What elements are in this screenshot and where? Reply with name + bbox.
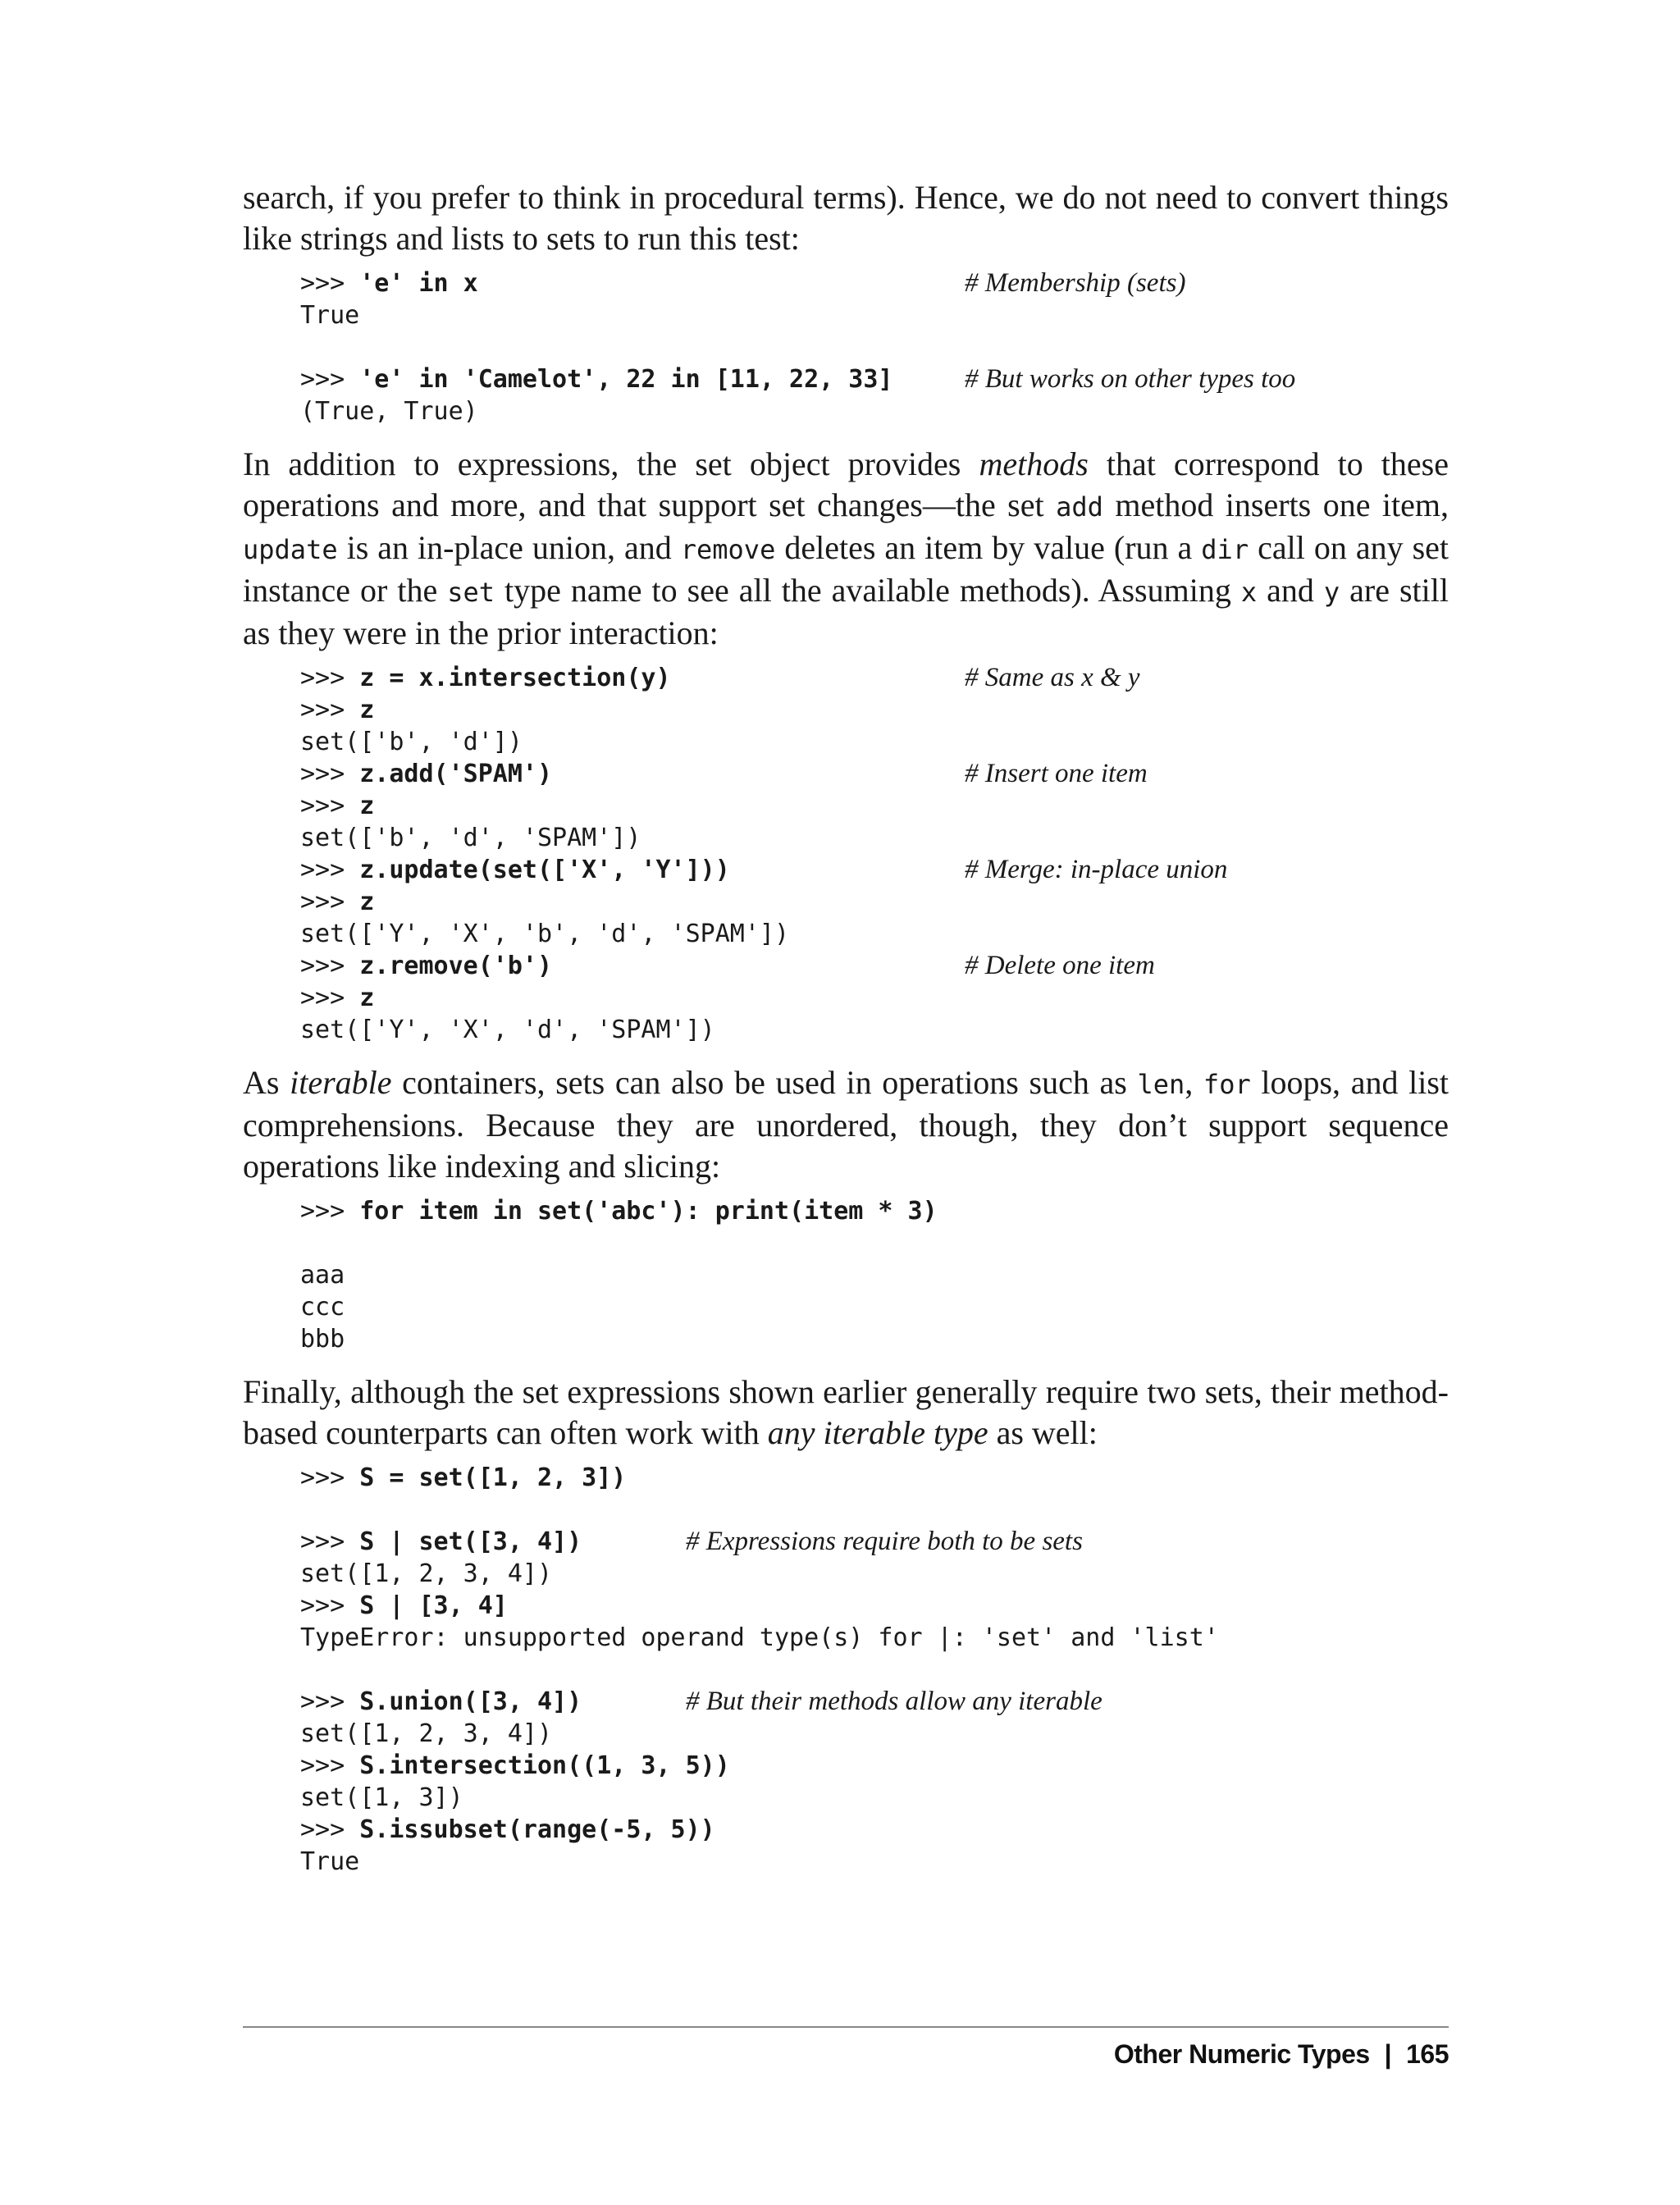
code4-line-8 — [300, 1686, 1449, 1718]
command: 'e' in 'Camelot', 22 in [11, 22, 33] — [359, 365, 893, 394]
command: z = x.intersection(y) — [359, 664, 671, 692]
code2-line-1 — [300, 662, 1449, 694]
p1-text: search, if you prefer to think in procedural terms). Hence, we do not need to convert things like strings and lists to sets to run this test: — [243, 179, 1449, 257]
code2-line-3 — [300, 726, 1449, 758]
output: set(['b', 'd', 'SPAM']) — [300, 824, 641, 852]
p2-inline-code: set — [447, 577, 495, 608]
output: set([1, 2, 3, 4]) — [300, 1559, 553, 1588]
prompt: >>> — [300, 1591, 360, 1620]
output: ccc — [300, 1293, 345, 1322]
code2-line-6 — [300, 822, 1449, 854]
code4-line-3 — [300, 1526, 1449, 1558]
p2-text: type name to see all the available methods). Assuming — [495, 572, 1241, 609]
prompt: >>> — [300, 1815, 360, 1844]
prompt: >>> — [300, 984, 360, 1012]
command: z — [359, 984, 375, 1012]
prompt: >>> — [300, 365, 360, 394]
comment: # Delete one item — [965, 951, 1155, 980]
prompt: >>> — [300, 269, 360, 298]
code2-line-7 — [300, 854, 1449, 886]
p4-text: as well: — [988, 1414, 1098, 1451]
code1-line-2 — [300, 299, 1449, 331]
comment: # Expressions require both to be sets — [686, 1527, 1083, 1556]
command: z.update(set(['X', 'Y'])) — [359, 856, 730, 884]
code4-line-12 — [300, 1814, 1449, 1846]
paragraph-1 — [243, 177, 1449, 259]
p2-inline-code: update — [243, 534, 338, 565]
code1-line-5 — [300, 395, 1449, 427]
output: True — [300, 1847, 360, 1876]
code2-line-12 — [300, 1014, 1449, 1046]
paragraph-4 — [243, 1372, 1449, 1454]
code4-line-11 — [300, 1782, 1449, 1814]
code3-blank-line — [300, 1227, 1449, 1259]
code1-blank-line — [300, 331, 1449, 363]
comment: # But their methods allow any iterable — [686, 1687, 1102, 1716]
p2-text: is an in-place union, and — [337, 529, 681, 566]
page-number: 165 — [1406, 2039, 1449, 2069]
p2-inline-code: y — [1323, 577, 1340, 608]
command: S.intersection((1, 3, 5)) — [359, 1751, 730, 1780]
command: S.union([3, 4]) — [359, 1687, 582, 1716]
output: set([1, 3]) — [300, 1783, 463, 1812]
command: z.remove('b') — [359, 952, 553, 980]
code4-line-10 — [300, 1750, 1449, 1782]
command: z.add('SPAM') — [359, 760, 553, 788]
p2-inline-code: x — [1240, 577, 1258, 608]
code-block-3 — [300, 1195, 1449, 1355]
code1-line-1 — [300, 267, 1449, 299]
command: z — [359, 888, 375, 916]
code4-blank-line — [300, 1654, 1449, 1686]
code2-line-10 — [300, 950, 1449, 982]
p2-text: method inserts one item, — [1102, 486, 1449, 523]
prompt: >>> — [300, 856, 360, 884]
footer-separator: | — [1384, 2039, 1392, 2069]
comment: # Insert one item — [965, 759, 1148, 788]
p3-text: containers, sets can also be used in operations such as — [391, 1064, 1138, 1101]
command: z — [359, 792, 375, 820]
comment: # Same as x & y — [965, 663, 1140, 692]
code4-line-6 — [300, 1622, 1449, 1654]
p2-text: are still as they were in the prior interaction: — [243, 572, 1449, 651]
p2-text: call on any set instance or the — [243, 529, 1449, 609]
p2-text: and — [1257, 572, 1324, 609]
prompt: >>> — [300, 1197, 360, 1226]
output: (True, True) — [300, 397, 478, 426]
code2-line-5 — [300, 790, 1449, 822]
command: S | set([3, 4]) — [359, 1527, 582, 1556]
comment: # Membership (sets) — [965, 268, 1186, 298]
p3-inline-code: for — [1203, 1069, 1251, 1100]
code4-line-13 — [300, 1846, 1449, 1878]
p3-inline-code: len — [1137, 1069, 1185, 1100]
code4-line-9 — [300, 1718, 1449, 1750]
code-block-2 — [300, 662, 1449, 1046]
command: S.issubset(range(-5, 5)) — [359, 1815, 715, 1844]
comment: # But works on other types too — [965, 364, 1296, 394]
code2-line-9 — [300, 918, 1449, 950]
prompt: >>> — [300, 1687, 360, 1716]
prompt: >>> — [300, 760, 360, 788]
p3-text: loops, and list comprehensions. Because they are unordered, though, they don’t support sequence operations like indexing and slicing: — [243, 1064, 1449, 1185]
prompt: >>> — [300, 952, 360, 980]
code4-line-1 — [300, 1462, 1449, 1494]
prompt: >>> — [300, 792, 360, 820]
prompt: >>> — [300, 1463, 360, 1492]
p2-text: that correspond to these operations and more, and that support set changes—the set — [243, 445, 1449, 523]
command: S | [3, 4] — [359, 1591, 508, 1620]
page-body — [243, 177, 1449, 1894]
output: bbb — [300, 1325, 345, 1354]
code2-line-8 — [300, 886, 1449, 918]
code4-blank-line — [300, 1494, 1449, 1526]
output: TypeError: unsupported operand type(s) for |: 'set' and 'list' — [300, 1623, 1219, 1652]
p2-inline-code: dir — [1201, 534, 1249, 565]
p2-text: deletes an item by value (run a — [775, 529, 1202, 566]
p4-text: Finally, although the set expressions shown earlier generally require two sets, their method-based counterparts can often work with — [243, 1373, 1449, 1451]
prompt: >>> — [300, 1751, 360, 1780]
paragraph-2 — [243, 444, 1449, 654]
output: True — [300, 301, 360, 330]
p2-inline-code: add — [1056, 491, 1103, 523]
code2-line-2 — [300, 694, 1449, 726]
p2-text: In addition to expressions, the set object provides — [243, 445, 979, 482]
output: set([1, 2, 3, 4]) — [300, 1719, 553, 1748]
paragraph-3 — [243, 1062, 1449, 1187]
output: set(['b', 'd']) — [300, 728, 523, 756]
code3-line-1 — [300, 1195, 1449, 1227]
comment: # Merge: in-place union — [965, 855, 1228, 884]
code1-line-4 — [300, 363, 1449, 395]
prompt: >>> — [300, 1527, 360, 1556]
p2-inline-code: remove — [680, 534, 776, 565]
prompt: >>> — [300, 888, 360, 916]
output: set(['Y', 'X', 'd', 'SPAM']) — [300, 1016, 715, 1044]
code-block-4 — [300, 1462, 1449, 1878]
running-footer-section: Other Numeric Types — [1113, 2039, 1370, 2069]
command: for item in set('abc'): print(item * 3) — [359, 1197, 938, 1226]
prompt: >>> — [300, 696, 360, 724]
command: S = set([1, 2, 3]) — [359, 1463, 627, 1492]
p2-emphasis: methods — [979, 445, 1089, 482]
code2-line-11 — [300, 982, 1449, 1014]
page-footer — [1114, 2039, 1449, 2070]
code4-line-4 — [300, 1558, 1449, 1590]
prompt: >>> — [300, 664, 360, 692]
code2-line-4 — [300, 758, 1449, 790]
footer-rule — [243, 2026, 1449, 2028]
code-block-1 — [300, 267, 1449, 427]
code3-line-4 — [300, 1291, 1449, 1323]
output: set(['Y', 'X', 'b', 'd', 'SPAM']) — [300, 920, 790, 948]
code3-line-3 — [300, 1259, 1449, 1291]
p3-text: , — [1185, 1064, 1203, 1101]
p3-text: As — [243, 1064, 290, 1101]
output: aaa — [300, 1261, 345, 1290]
command: 'e' in x — [359, 269, 478, 298]
code3-line-5 — [300, 1323, 1449, 1355]
p4-emphasis: any iterable type — [767, 1414, 988, 1451]
code4-line-5 — [300, 1590, 1449, 1622]
p3-emphasis: iterable — [290, 1064, 392, 1101]
command: z — [359, 696, 375, 724]
